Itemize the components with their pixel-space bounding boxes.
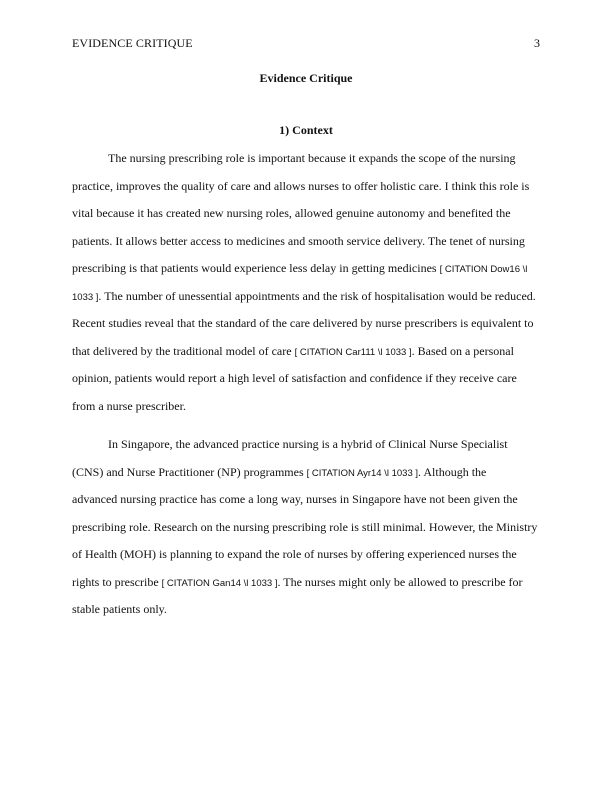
text-run: . Although the	[418, 464, 487, 479]
text-run: patients. It allows better access to medicines and smooth service delivery. The tenet of nursing	[72, 233, 525, 248]
text-run: . The nurses might only be allowed to prescribe for	[277, 574, 523, 589]
paragraph-line	[72, 596, 540, 624]
section-heading: 1) Context	[279, 123, 333, 137]
running-head: EVIDENCE CRITIQUE	[72, 36, 193, 50]
text-run: prescribing role. Research on the nursing prescribing role is still minimal. However, the Ministry	[72, 519, 538, 534]
text-run: rights to prescribe	[72, 574, 162, 589]
paragraph-line	[72, 200, 540, 228]
paragraph-line	[72, 173, 540, 201]
text-run: . The number of unessential appointments and the risk of hospitalisation would be reduced.	[98, 288, 536, 303]
paragraph-line	[72, 365, 540, 393]
text-run: In Singapore, the advanced practice nursing is a hybrid of Clinical Nurse Specialist	[108, 437, 508, 451]
text-run: that delivered by the traditional model of care	[72, 343, 295, 358]
text-run: (CNS) and Nurse Practitioner (NP) programmes	[72, 464, 307, 479]
paragraph-line	[72, 393, 540, 421]
text-run: The nursing prescribing role is important because it expands the scope of the nursing	[108, 151, 516, 165]
text-run: prescribing is that patients would experience less delay in getting medicines	[72, 261, 440, 275]
text-run: practice, improves the quality of care and allows nurses to offer holistic care. I think this role is	[72, 178, 530, 193]
text-run: . Based on a personal	[411, 343, 514, 358]
paragraph-line	[72, 459, 540, 487]
citation-field: [ CITATION Dow16 \l	[439, 264, 528, 275]
paragraph-line	[72, 338, 540, 366]
paragraph-context-1	[72, 145, 540, 420]
paragraph-context-2	[72, 431, 540, 624]
text-run: from a nurse prescriber.	[72, 398, 186, 413]
document-title: Evidence Critique	[259, 71, 353, 85]
paragraph-line	[72, 541, 540, 569]
text-run: Recent studies reveal that the standard of the care delivered by nurse prescribers is equivalent to	[72, 316, 534, 330]
citation-field: [ CITATION Car111 \l 1033 ]	[294, 346, 412, 358]
paragraph-line	[72, 145, 540, 173]
paragraph-line	[72, 310, 540, 338]
text-run: of Health (MOH) is planning to expand the role of nurses by offering experienced nurses the	[72, 547, 517, 561]
citation-field: [ CITATION Ayr14 \l 1033 ]	[306, 467, 419, 479]
text-run: stable patients only.	[72, 602, 167, 616]
paragraph-line	[72, 228, 540, 256]
citation-field: [ CITATION Gan14 \l 1033 ]	[161, 577, 278, 589]
paragraph-line	[72, 431, 540, 459]
paragraph-line	[72, 569, 540, 597]
text-run: vital because it has created new nursing roles, allowed genuine autonomy and benefited the	[72, 206, 511, 220]
paragraph-line	[72, 514, 540, 542]
text-run: opinion, patients would report a high level of satisfaction and confidence if they receive care	[72, 371, 517, 385]
text-run: advanced nursing practice has come a long way, nurses in Singapore have not been given the	[72, 492, 518, 506]
citation-field: 1033 ]	[72, 291, 99, 303]
paragraph-line	[72, 486, 540, 514]
paragraph-line	[72, 255, 540, 283]
paragraph-line	[72, 283, 540, 311]
page-number: 3	[534, 36, 540, 50]
